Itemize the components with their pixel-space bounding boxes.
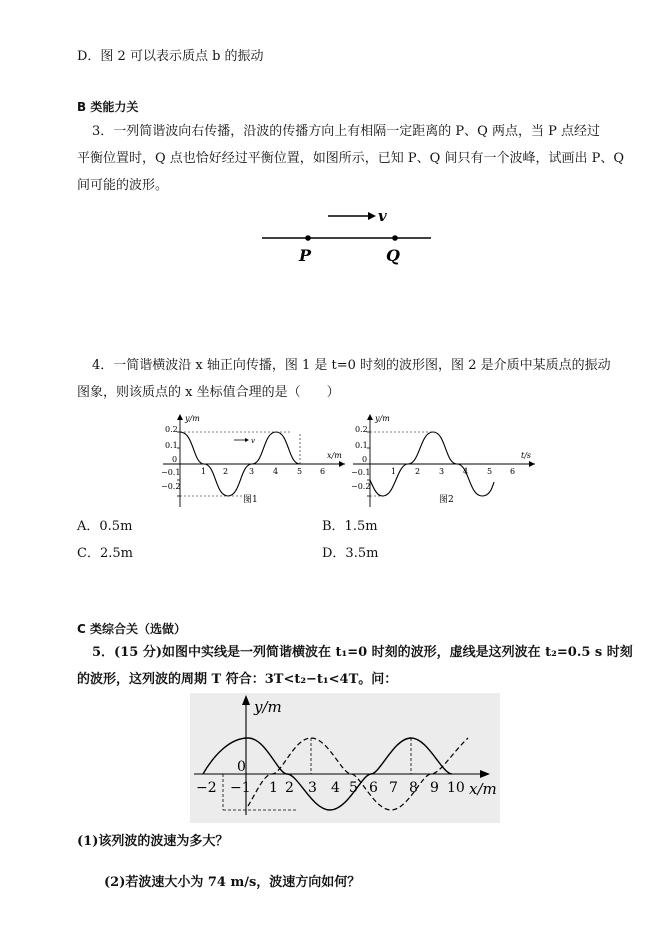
svg-text:10: 10	[447, 780, 465, 796]
q4-fig2-caption: 图2	[439, 495, 454, 505]
svg-text:v: v	[251, 437, 255, 445]
svg-text:4: 4	[331, 780, 340, 796]
q3-line3: 间可能的波形。	[77, 178, 169, 193]
q4-figure-2	[345, 412, 545, 512]
svg-text:0.2: 0.2	[355, 425, 368, 434]
q5-figure	[190, 693, 500, 823]
q3-p-label: P	[299, 246, 312, 265]
svg-text:−0.1: −0.1	[161, 468, 181, 477]
svg-text:6: 6	[369, 780, 378, 796]
svg-text:2: 2	[223, 467, 229, 476]
svg-text:−0.2: −0.2	[161, 482, 181, 491]
svg-text:9: 9	[430, 780, 439, 796]
svg-text:8: 8	[409, 780, 418, 796]
svg-text:−1: −1	[230, 780, 251, 796]
q4-fig1-caption: 图1	[243, 495, 258, 505]
q4-option-c[interactable]: C．2.5m	[77, 546, 133, 561]
q4-option-b[interactable]: B．1.5m	[322, 519, 378, 534]
svg-text:2: 2	[415, 467, 421, 476]
svg-text:7: 7	[389, 780, 398, 796]
svg-text:1: 1	[391, 467, 397, 476]
svg-text:0: 0	[172, 455, 178, 464]
svg-text:0: 0	[362, 455, 368, 464]
q5-y-label: y/m	[254, 698, 282, 716]
q5-sub2: (2)若波速大小为 74 m/s，波速方向如何？	[104, 875, 361, 890]
svg-text:5: 5	[297, 467, 303, 476]
svg-text:0.1: 0.1	[165, 441, 178, 450]
q3-line1: 3．一列简谐波向右传播，沿波的传播方向上有相隔一定距离的 P、Q 两点，当 P 点经过	[92, 124, 600, 139]
svg-text:y/m: y/m	[375, 414, 390, 423]
section-c-heading: C 类综合关（选做）	[77, 622, 186, 636]
svg-text:3: 3	[439, 467, 445, 476]
svg-text:−0.2: −0.2	[351, 482, 371, 491]
svg-text:0: 0	[237, 759, 246, 775]
q5-x-label: x/m	[469, 780, 497, 798]
svg-text:3: 3	[249, 467, 255, 476]
svg-text:4: 4	[273, 467, 279, 476]
svg-text:0.1: 0.1	[355, 441, 368, 450]
q4-option-a[interactable]: A．0.5m	[77, 519, 133, 534]
svg-text:−0.1: −0.1	[351, 468, 371, 477]
q3-point-p	[305, 235, 311, 241]
svg-text:−2: −2	[196, 780, 217, 796]
svg-text:6: 6	[510, 467, 516, 476]
svg-text:1: 1	[201, 467, 207, 476]
q5-line2: 的波形，这列波的周期 T 符合：3T<t₂−t₁<4T。问：	[77, 672, 398, 687]
q3-point-q	[392, 235, 398, 241]
q4-figure-1	[155, 412, 355, 512]
q5-sub1: (1)该列波的波速为多大？	[77, 834, 229, 849]
svg-text:t/s: t/s	[521, 451, 532, 460]
svg-text:5: 5	[487, 467, 493, 476]
q3-line2: 平衡位置时，Q 点也恰好经过平衡位置，如图所示，已知 P、Q 间只有一个波峰，试画出 P、Q	[77, 151, 624, 166]
section-b-heading: B 类能力关	[77, 100, 139, 114]
q4-line1: 4．一简谐横波沿 x 轴正向传播，图 1 是 t=0 时刻的波形图，图 2 是介质中某质点的振动	[92, 358, 611, 373]
svg-text:y/m: y/m	[185, 414, 200, 423]
svg-text:3: 3	[308, 780, 317, 796]
svg-text:0.2: 0.2	[165, 425, 178, 434]
q4-option-d[interactable]: D．3.5m	[322, 546, 379, 561]
svg-text:1: 1	[269, 780, 278, 796]
q5-line1: 5．(15 分)如图中实线是一列简谐横波在 t₁=0 时刻的波形，虚线是这列波在 t₂=0.5 s 时刻	[92, 645, 633, 660]
svg-text:4: 4	[463, 467, 469, 476]
svg-text:2: 2	[285, 780, 294, 796]
q3-q-label: Q	[386, 246, 400, 265]
svg-text:5: 5	[349, 780, 358, 796]
svg-text:x/m: x/m	[327, 451, 342, 460]
q4-line2: 图象，则该质点的 x 坐标值合理的是（ ）	[77, 385, 340, 400]
svg-text:6: 6	[320, 467, 326, 476]
q3-v-label: v	[378, 207, 387, 225]
q2-option-d: D．图 2 可以表示质点 b 的振动	[77, 49, 264, 64]
